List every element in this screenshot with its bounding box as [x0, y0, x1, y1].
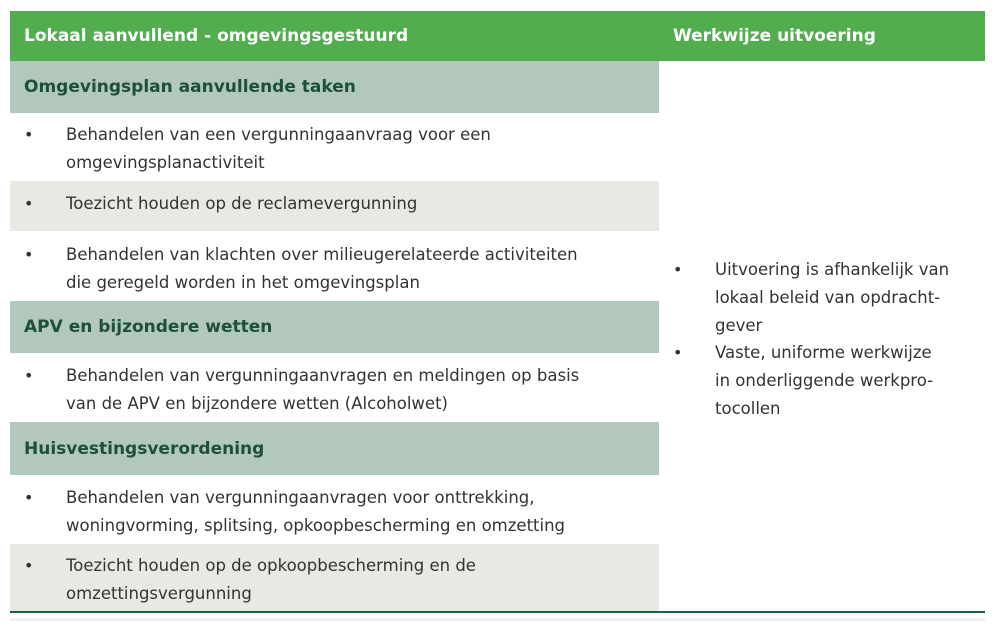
table-header	[10, 11, 985, 61]
list-item	[10, 181, 659, 231]
section-title: Omgevingsplan aanvullende taken	[24, 77, 356, 97]
item-line: omzettingsvergunning	[66, 584, 252, 603]
bullet: •	[24, 245, 34, 264]
section-title: Huisvestingsverordening	[24, 438, 265, 459]
list-item	[10, 231, 659, 301]
item-line: Toezicht houden op de reclamevergunning	[66, 194, 418, 213]
item-line: die geregeld worden in het omgevingsplan	[66, 273, 420, 292]
item-line: Behandelen van vergunningaanvragen voor onttrekking,	[66, 488, 535, 507]
section-header	[10, 422, 659, 475]
list-item	[10, 113, 659, 181]
list-item	[10, 475, 659, 544]
item-line: Behandelen van vergunningaanvragen en meldingen op basis	[66, 366, 580, 385]
bullet: •	[673, 343, 683, 362]
item-line: van de APV en bijzondere wetten (Alcoholwet)	[66, 394, 448, 413]
bullet: •	[24, 125, 34, 144]
item-line: tocollen	[715, 399, 781, 418]
shadow-rule	[10, 618, 985, 621]
item-line: woningvorming, splitsing, opkoopbescherming en omzetting	[66, 516, 566, 535]
item-line: omgevingsplanactiviteit	[66, 153, 265, 172]
tasks-table	[10, 11, 985, 611]
header-left: Lokaal aanvullend - omgevingsgestuurd	[24, 26, 409, 46]
bullet: •	[24, 194, 34, 213]
bullet: •	[24, 556, 34, 575]
item-line: Vaste, uniforme werkwijze	[715, 343, 932, 362]
left-column	[10, 61, 659, 611]
list-item	[10, 353, 659, 422]
item-line: Toezicht houden op de opkoopbescherming en de	[66, 556, 476, 575]
list-item	[10, 544, 659, 611]
section-header	[10, 301, 659, 353]
bullet: •	[673, 260, 683, 279]
table-bottom-rule	[10, 611, 985, 613]
item-line: lokaal beleid van opdracht-	[715, 288, 941, 307]
bullet: •	[24, 488, 34, 507]
item-line: Behandelen van klachten over milieugerelateerde activiteiten	[66, 245, 578, 264]
item-line: Uitvoering is afhankelijk van	[715, 260, 950, 279]
right-column	[659, 61, 985, 611]
header-right: Werkwijze uitvoering	[673, 26, 876, 46]
section-title: APV en bijzondere wetten	[24, 317, 273, 337]
item-line: in onderliggende werkpro-	[715, 371, 934, 390]
item-line: gever	[715, 316, 763, 335]
item-line: Behandelen van een vergunningaanvraag voor een	[66, 125, 491, 144]
bullet: •	[24, 366, 34, 385]
section-header	[10, 61, 659, 113]
